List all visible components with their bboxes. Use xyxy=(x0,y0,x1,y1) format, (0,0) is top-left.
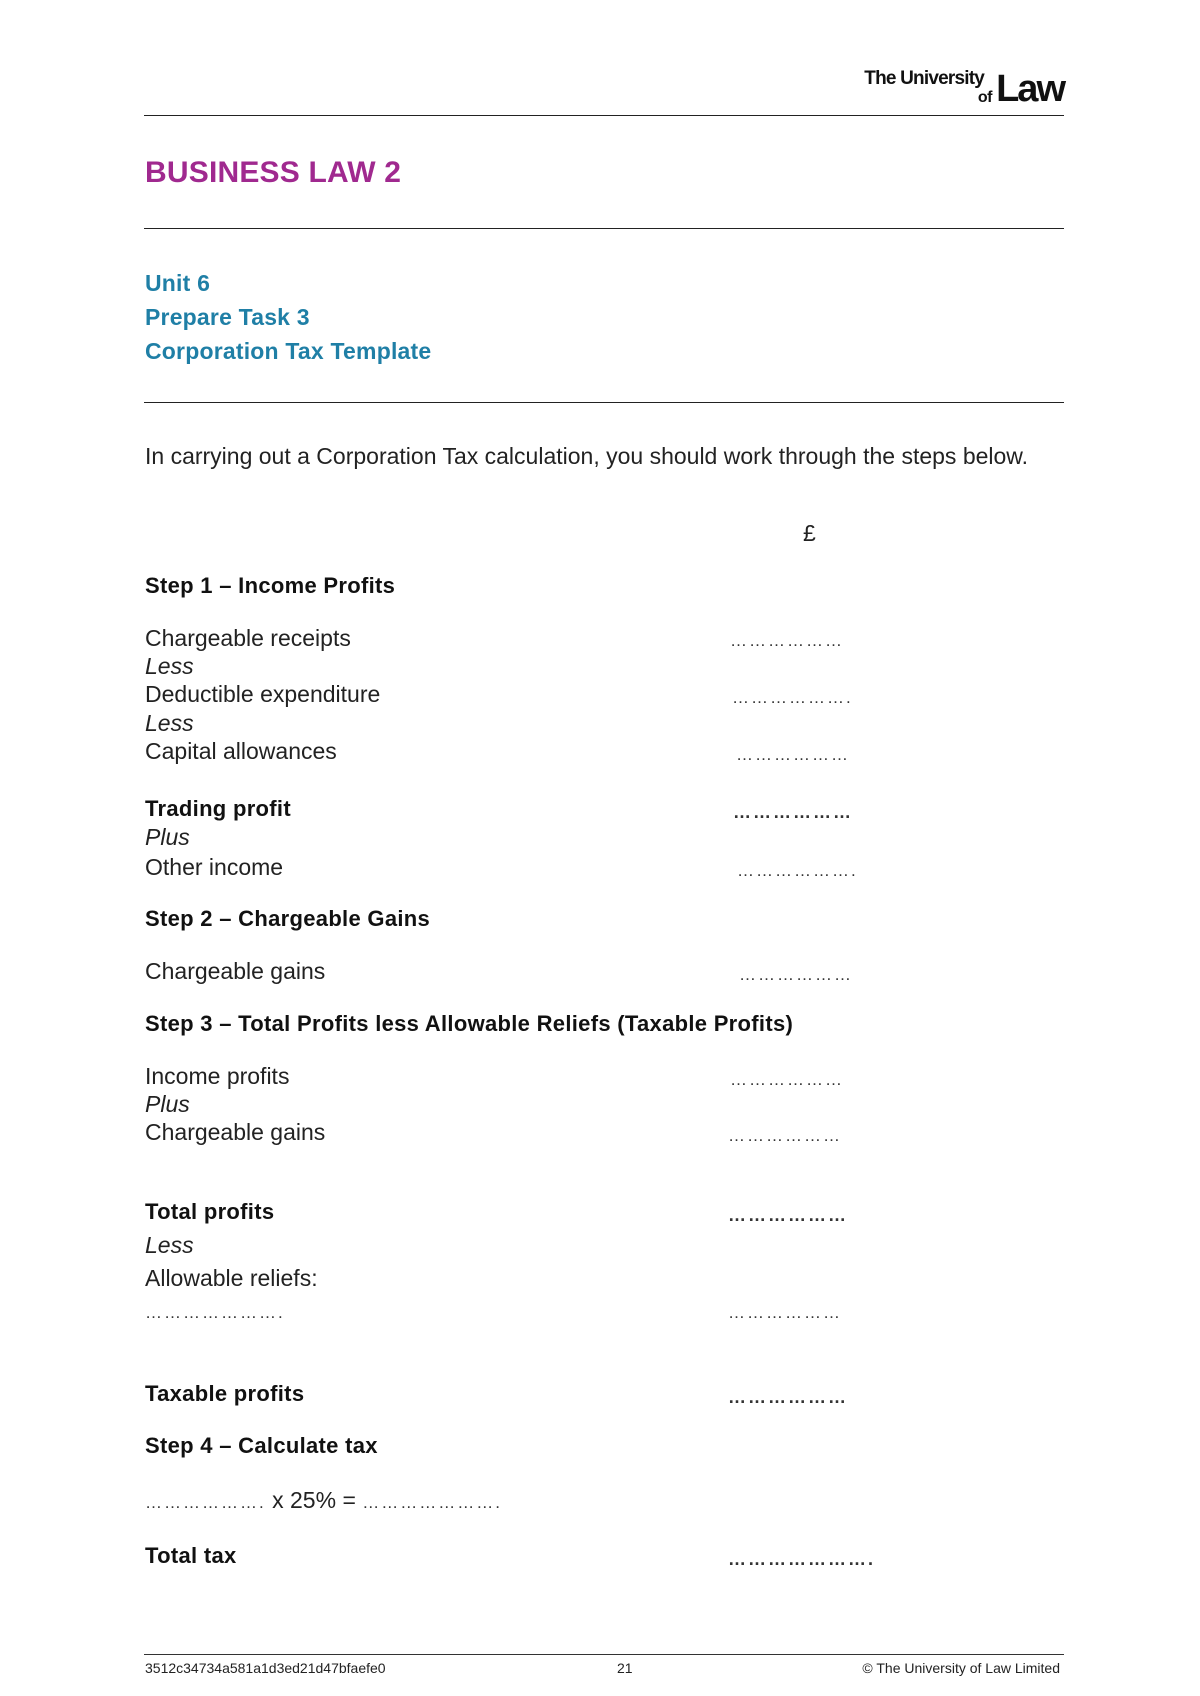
task-heading: Prepare Task 3 xyxy=(145,304,310,330)
taxable-amount-blank[interactable]: ………………. xyxy=(145,1493,266,1512)
less-label: Less xyxy=(145,1232,194,1258)
currency-column-header: £ xyxy=(803,520,816,546)
page-number: 21 xyxy=(617,1660,633,1676)
logo-text-university: The University xyxy=(864,68,984,89)
total-tax-blank[interactable]: …………………. xyxy=(728,1549,876,1569)
header-divider xyxy=(144,115,1064,116)
step3-heading: Step 3 – Total Profits less Allowable Reliefs (Taxable Profits) xyxy=(145,1011,794,1036)
other-income-label: Other income xyxy=(145,854,284,880)
income-profits-label: Income profits xyxy=(145,1063,290,1089)
chargeable-gains-label: Chargeable gains xyxy=(145,958,326,984)
less-label: Less xyxy=(145,653,194,679)
other-income-blank[interactable]: ………………. xyxy=(737,861,858,880)
section-divider xyxy=(144,402,1064,403)
trading-profit-blank[interactable]: ……………… xyxy=(733,802,853,822)
tax-result-blank[interactable]: …………………. xyxy=(362,1493,502,1512)
university-logo xyxy=(854,62,1064,112)
document-title: BUSINESS LAW 2 xyxy=(145,156,402,189)
capital-allowances-blank[interactable]: ……………… xyxy=(736,745,850,764)
allowable-reliefs-label: Allowable reliefs: xyxy=(145,1265,318,1291)
intro-paragraph: In carrying out a Corporation Tax calculation, you should work through the steps below. xyxy=(145,443,1029,469)
document-id: 3512c34734a581a1d3ed21d47bfaefe0 xyxy=(145,1660,386,1676)
capital-allowances-label: Capital allowances xyxy=(145,738,337,764)
deductible-expenditure-blank[interactable]: ………………. xyxy=(732,688,853,707)
deductible-expenditure-label: Deductible expenditure xyxy=(145,681,381,707)
total-profits-blank[interactable]: ……………… xyxy=(728,1205,848,1225)
chargeable-gains-blank[interactable]: ……………… xyxy=(728,1126,842,1145)
trading-profit-label: Trading profit xyxy=(145,796,291,821)
total-tax-label: Total tax xyxy=(145,1543,237,1568)
logo-text-of: of xyxy=(977,89,992,106)
footer-divider xyxy=(144,1654,1064,1655)
taxable-profits-blank[interactable]: ……………… xyxy=(728,1387,848,1407)
relief-description-blank[interactable]: …………………. xyxy=(145,1303,285,1322)
taxable-profits-label: Taxable profits xyxy=(145,1381,305,1406)
plus-label: Plus xyxy=(145,824,190,850)
tax-calculation-line xyxy=(145,1487,502,1514)
unit-heading: Unit 6 xyxy=(145,270,211,296)
total-profits-label: Total profits xyxy=(145,1199,275,1224)
step1-heading: Step 1 – Income Profits xyxy=(145,573,396,598)
chargeable-receipts-blank[interactable]: ……………… xyxy=(730,631,844,650)
chargeable-gains-label: Chargeable gains xyxy=(145,1119,326,1145)
logo-text-law: Law xyxy=(996,68,1064,110)
step2-heading: Step 2 – Chargeable Gains xyxy=(145,906,431,931)
chargeable-receipts-label: Chargeable receipts xyxy=(145,625,351,651)
tax-rate-text: x 25% = xyxy=(265,1487,363,1513)
relief-amount-blank[interactable]: ……………… xyxy=(728,1303,842,1322)
income-profits-blank[interactable]: ……………… xyxy=(730,1070,844,1089)
title-divider xyxy=(144,228,1064,229)
step4-heading: Step 4 – Calculate tax xyxy=(145,1433,378,1458)
less-label: Less xyxy=(145,710,194,736)
copyright-notice: © The University of Law Limited xyxy=(862,1660,1060,1676)
template-heading: Corporation Tax Template xyxy=(145,338,432,364)
plus-label: Plus xyxy=(145,1091,190,1117)
chargeable-gains-blank[interactable]: ……………… xyxy=(739,965,853,984)
